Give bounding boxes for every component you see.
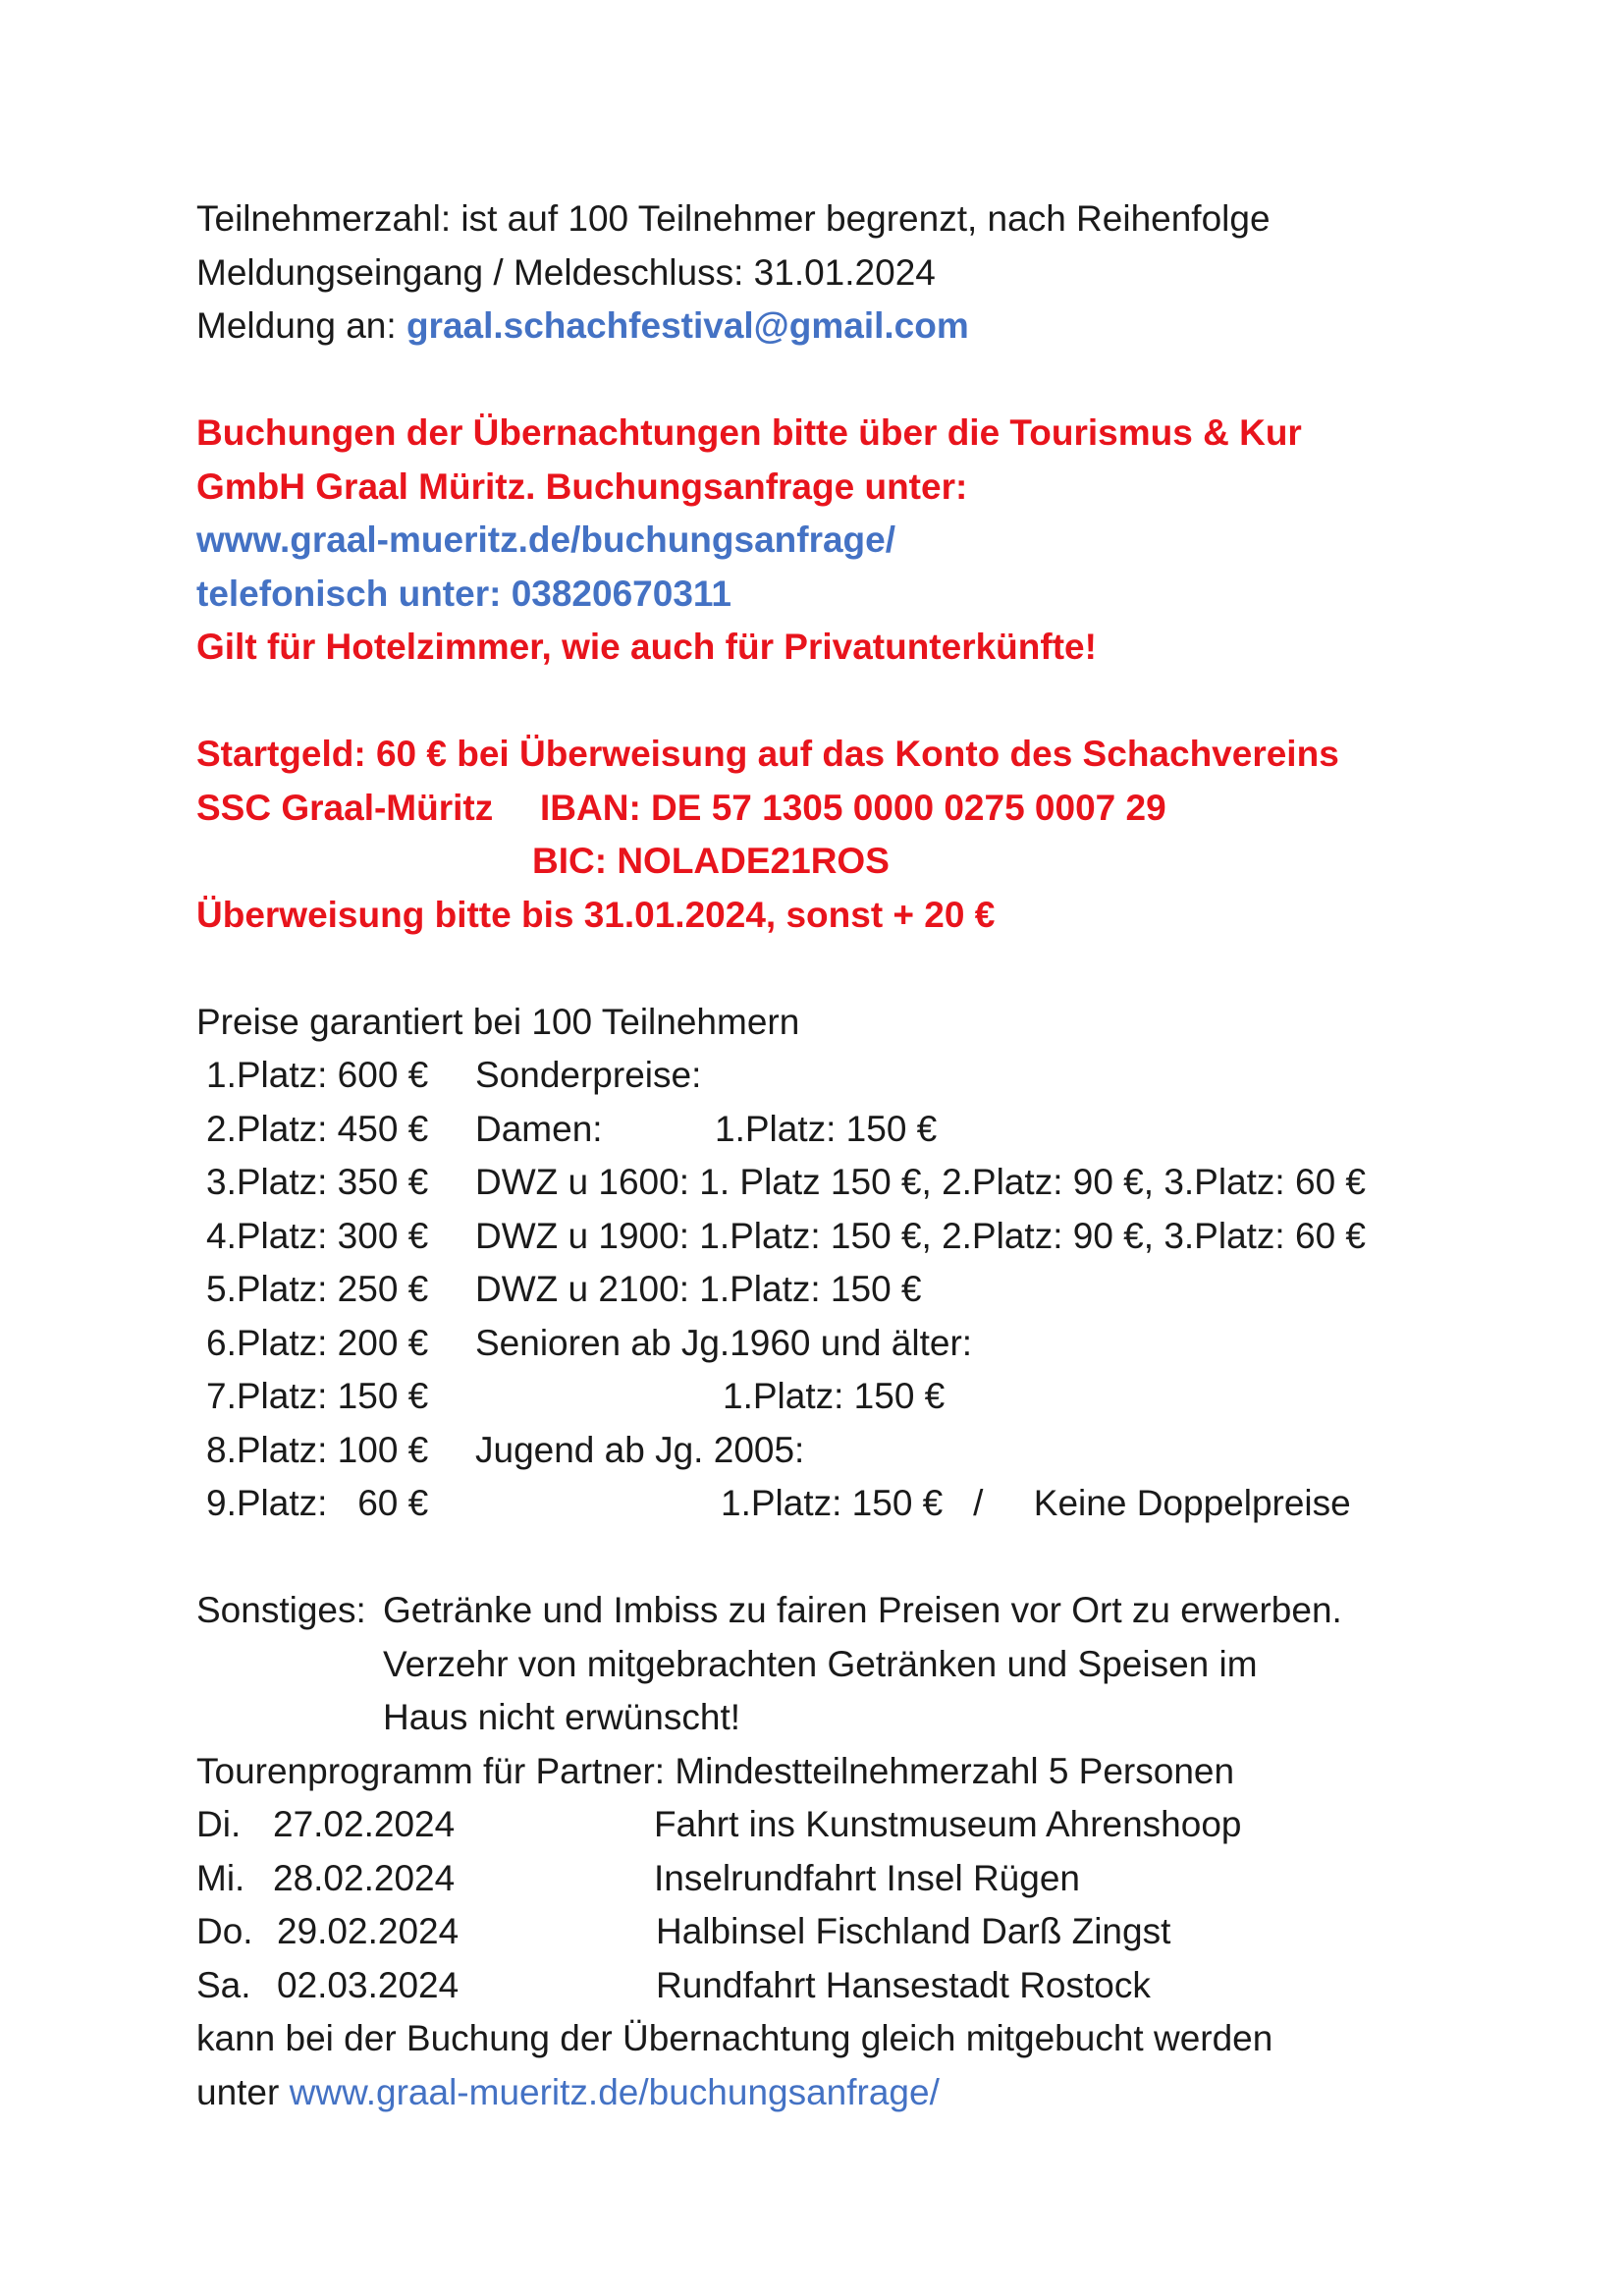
- booking-note: Gilt für Hotelzimmer, wie auch für Privatunterkünfte!: [196, 627, 1097, 667]
- prize-row: 7.Platz: 150 € 1.Platz: 150 €: [206, 1376, 946, 1416]
- tours-heading: Tourenprogramm für Partner: Mindestteilnehmerzahl 5 Personen: [196, 1750, 1235, 1791]
- booking-url-link[interactable]: www.graal-mueritz.de/buchungsanfrage/: [196, 519, 896, 560]
- booking-phone: telefonisch unter: 03820670311: [196, 573, 732, 614]
- tour-item: Do. 29.02.2024 Halbinsel Fischland Darß Zingst: [196, 1911, 1171, 1951]
- prize-row: 4.Platz: 300 € DWZ u 1900: 1.Platz: 150 €, 2.Platz: 90 €, 3.Platz: 60 €: [206, 1215, 1367, 1256]
- tour-item: Mi. 28.02.2024 Inselrundfahrt Insel Rügen: [196, 1857, 1080, 1898]
- prizes-heading: Preise garantiert bei 100 Teilnehmern: [196, 1001, 800, 1042]
- misc-label: Sonstiges:: [196, 1590, 377, 1630]
- deadline-line: Meldungseingang / Meldeschluss: 31.01.2024: [196, 251, 936, 293]
- booking-line-2: GmbH Graal Müritz. Buchungsanfrage unter:: [196, 465, 968, 507]
- transfer-deadline: Überweisung bitte bis 31.01.2024, sonst + 20 €: [196, 894, 996, 935]
- misc-line-3: Haus nicht erwünscht!: [383, 1697, 741, 1737]
- prize-row: 8.Platz: 100 € Jugend ab Jg. 2005:: [206, 1429, 805, 1470]
- tours-list: [196, 1798, 1492, 2012]
- iban: IBAN: DE 57 1305 0000 0275 0007 29: [540, 787, 1166, 828]
- misc-line-2: Verzehr von mitgebrachten Getränken und Speisen im: [383, 1643, 1258, 1684]
- tours-footer-line: kann bei der Buchung der Übernachtung gleich mitgebucht werden: [196, 2018, 1273, 2058]
- tour-item: Di. 27.02.2024 Fahrt ins Kunstmuseum Ahrenshoop: [196, 1804, 1242, 1844]
- prize-row: 9.Platz: 60 € 1.Platz: 150 € / Keine Doppelpreise: [206, 1483, 1351, 1523]
- tours-footer-url-line: unter www.graal-mueritz.de/buchungsanfrage/: [196, 2071, 940, 2112]
- prize-row: 3.Platz: 350 € DWZ u 1600: 1. Platz 150 €, 2.Platz: 90 €, 3.Platz: 60 €: [206, 1162, 1367, 1202]
- prize-row: 2.Platz: 450 € Damen: 1.Platz: 150 €: [206, 1108, 938, 1149]
- misc-line-1: Sonstiges: Getränke und Imbiss zu fairen Preisen vor Ort zu erwerben.: [196, 1590, 1342, 1630]
- prizes-table: [196, 1049, 1492, 1531]
- booking-line-1: Buchungen der Übernachtungen bitte über die Tourismus & Kur: [196, 412, 1302, 453]
- bic: BIC: NOLADE21ROS: [532, 841, 890, 881]
- prize-row: 6.Platz: 200 € Senioren ab Jg.1960 und älter:: [206, 1322, 973, 1363]
- bic-line: [196, 835, 1492, 889]
- club-name: SSC Graal-Müritz: [196, 787, 494, 828]
- document-page: [196, 192, 1492, 2119]
- registration-label: Meldung an:: [196, 305, 406, 346]
- fee-line: Startgeld: 60 € bei Überweisung auf das Konto des Schachvereins: [196, 734, 1339, 774]
- participants-line: Teilnehmerzahl: ist auf 100 Teilnehmer begrenzt, nach Reihenfolge: [196, 198, 1271, 239]
- booking-url-link-footer[interactable]: www.graal-mueritz.de/buchungsanfrage/: [289, 2071, 940, 2112]
- registration-line: [196, 300, 1492, 354]
- prize-row: 1.Platz: 600 € Sonderpreise:: [206, 1055, 702, 1095]
- prize-row: 5.Platz: 250 € DWZ u 2100: 1.Platz: 150 €: [206, 1269, 922, 1309]
- tour-item: Sa. 02.03.2024 Rundfahrt Hansestadt Rostock: [196, 1964, 1151, 2005]
- email-link[interactable]: graal.schachfestival@gmail.com: [406, 305, 969, 346]
- bank-line: [196, 782, 1492, 836]
